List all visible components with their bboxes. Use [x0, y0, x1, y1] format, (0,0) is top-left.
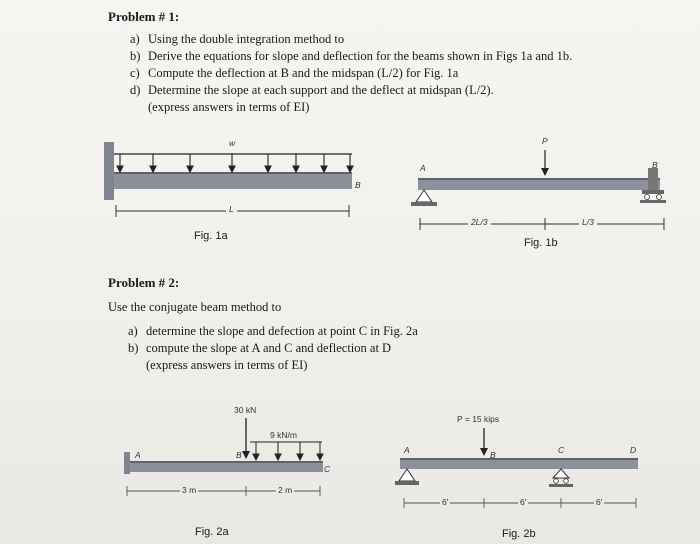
fig1b-load-label: P: [542, 136, 548, 146]
problem1-item-d-marker: d): [130, 83, 141, 97]
problem2-title: Problem # 2:: [108, 275, 180, 290]
fig2b-span2-label: 6': [520, 497, 527, 507]
problem1-item-d: Determine the slope at each support and the deflect at midspan (L/2).: [148, 83, 494, 97]
problem2-item-b: compute the slope at A and C and deflection at D: [146, 341, 392, 355]
problem1-item-c: Compute the deflection at B and the midspan (L/2) for Fig. 1a: [148, 66, 459, 80]
fig2b-point-b-label: B: [490, 450, 496, 460]
fig1b-point-b-label: B: [652, 160, 658, 170]
fig2a-span2-label: 2 m: [278, 485, 293, 495]
fig2a-point-b-label: B: [236, 450, 242, 460]
problem1-item-c-marker: c): [130, 66, 140, 80]
problem2-item-a-marker: a): [128, 324, 138, 338]
problem1-item-a-marker: a): [130, 32, 140, 46]
problem1-item-b-marker: b): [130, 49, 141, 63]
fig2b-point-d-label: D: [630, 445, 637, 455]
fig1a-caption: Fig. 1a: [194, 230, 228, 242]
problem2-item-a: determine the slope and defection at point C in Fig. 2a: [146, 324, 418, 338]
problem1-item-a: Using the double integration method to: [148, 32, 345, 46]
fig2a-point-a-label: A: [135, 450, 141, 460]
fig1a-load-label: w: [229, 138, 236, 148]
fig2a-dist-load-label: 9 kN/m: [270, 430, 297, 440]
fig2b-caption: Fig. 2b: [502, 528, 536, 540]
fig1a-point-b-label: B: [355, 180, 361, 190]
fig2b-point-c-label: C: [558, 445, 565, 455]
fig2a-point-load-label: 30 kN: [234, 405, 257, 415]
fig2a-caption: Fig. 2a: [195, 526, 229, 538]
fig2b-support-c: [549, 469, 573, 487]
problem1-note: (express answers in terms of EI): [148, 100, 310, 114]
fig1b-span2-label: L/3: [579, 217, 597, 227]
fig2b-point-load-label: P = 15 kips: [457, 414, 500, 424]
fig2b-point-a-label: A: [404, 445, 410, 455]
problem2-note: (express answers in terms of EI): [146, 358, 308, 372]
fig2b-span3-label: 6': [596, 497, 603, 507]
fig1b-caption: Fig. 1b: [524, 237, 558, 249]
fig1b-point-a-label: A: [420, 163, 426, 173]
problem1-item-b: Derive the equations for slope and deflection for the beams shown in Figs 1a and 1b.: [148, 49, 573, 63]
fig2a-point-c-label: C: [324, 464, 331, 474]
fig2b-span1-label: 6': [442, 497, 449, 507]
fig1a-span-label: L: [226, 204, 237, 214]
problem1-title: Problem # 1:: [108, 9, 180, 24]
fig1b-span1-label: 2L/3: [468, 217, 491, 227]
fig2a-span1-label: 3 m: [182, 485, 197, 495]
problem2-intro: Use the conjugate beam method to: [108, 300, 282, 314]
problem2-item-b-marker: b): [128, 341, 139, 355]
fig1a-point-a-label: A: [121, 156, 127, 166]
fig2b-support-a: [395, 469, 419, 485]
